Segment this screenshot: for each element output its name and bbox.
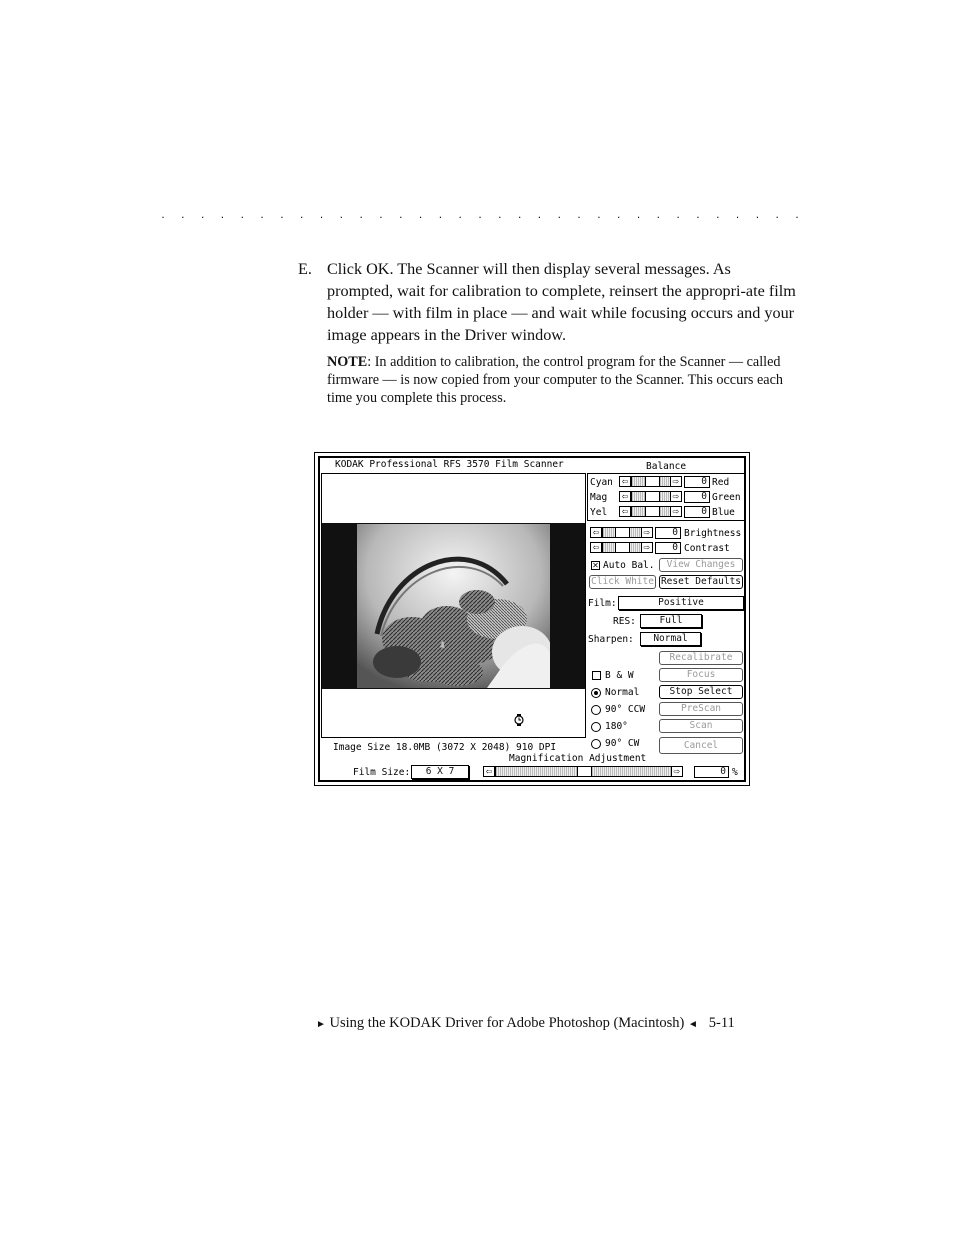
yel-left-arrow-icon[interactable]: ⇦ (619, 506, 631, 517)
contrast-slider[interactable] (602, 542, 642, 553)
prescan-button[interactable]: PreScan (659, 702, 743, 716)
yel-right-arrow-icon[interactable]: ⇨ (670, 506, 682, 517)
red-value-field[interactable]: 0 (684, 476, 710, 488)
orient-cw-label: 90° CW (605, 738, 640, 749)
cancel-button[interactable] (659, 737, 743, 754)
scanner-window-title: KODAK Professional RFS 3570 Film Scanner (335, 459, 564, 470)
stop-select-button[interactable]: Stop Select (659, 685, 743, 699)
film-size-dropdown[interactable]: 6 X 7 (411, 765, 469, 779)
reset-defaults-button[interactable]: Reset Defaults (660, 576, 742, 587)
click-white-button[interactable]: Click White (589, 575, 656, 589)
contrast-left-arrow-icon[interactable]: ⇦ (590, 542, 602, 553)
res-dropdown[interactable]: Full (640, 614, 702, 628)
cyan-slider-thumb[interactable] (645, 477, 660, 486)
page-number: 5-11 (708, 1015, 735, 1031)
brightness-slider[interactable] (602, 527, 642, 538)
film-label: Film: (588, 598, 617, 609)
brightness-slider-thumb[interactable] (615, 528, 630, 537)
step-text: Click OK. The Scanner will then display several messages. As prompted, wait for calibration to complete, reinsert the appropri-ate film holder — with film in place — and wait while focusing occurs and your image appears in the Driver window. (327, 260, 796, 344)
brightness-right-arrow-icon[interactable]: ⇨ (641, 527, 653, 538)
contrast-right-arrow-icon[interactable]: ⇨ (641, 542, 653, 553)
yel-slider-thumb[interactable] (645, 507, 660, 516)
page-footer (316, 1015, 796, 1032)
orient-180-radio[interactable] (591, 722, 601, 732)
res-label: RES: (613, 616, 636, 627)
green-label: Green (712, 492, 741, 503)
cyan-left-arrow-icon[interactable]: ⇦ (619, 476, 631, 487)
orient-180-label: 180° (605, 721, 628, 732)
mag-slider-thumb[interactable] (645, 492, 660, 501)
magnification-label: Magnification Adjustment (509, 753, 647, 764)
left-triangle-icon: ◄ (687, 1019, 698, 1030)
blue-value-field[interactable]: 0 (684, 506, 710, 518)
image-size-info: Image Size 18.0MB (3072 X 2048) 910 DPI (333, 742, 557, 753)
cyan-right-arrow-icon[interactable]: ⇨ (670, 476, 682, 487)
preview-image (357, 524, 550, 688)
yel-slider[interactable] (631, 506, 671, 517)
magnification-right-arrow-icon[interactable]: ⇨ (671, 766, 683, 777)
note-text: : In addition to calibration, the control program for the Scanner — called firmware — is now copied from your computer to the Scanner. This occurs each time you complete this process. (327, 354, 783, 406)
contrast-slider-thumb[interactable] (615, 543, 630, 552)
sharpen-label: Sharpen: (588, 634, 634, 645)
mag-left-arrow-icon[interactable]: ⇦ (619, 491, 631, 502)
contrast-value-field[interactable]: 0 (655, 542, 681, 554)
mag-right-arrow-icon[interactable]: ⇨ (670, 491, 682, 502)
brightness-left-arrow-icon[interactable]: ⇦ (590, 527, 602, 538)
brightness-value-field[interactable]: 0 (655, 527, 681, 539)
brightness-label: Brightness (684, 528, 742, 539)
blue-label: Blue (712, 507, 735, 518)
film-type-dropdown[interactable]: Positive (618, 596, 744, 610)
bw-checkbox[interactable] (592, 671, 601, 680)
mag-slider[interactable] (631, 491, 671, 502)
magnification-slider[interactable] (495, 766, 672, 777)
footer-text: Using the KODAK Driver for Adobe Photoshop (Macintosh) (329, 1015, 685, 1031)
yarn-basket-photo (357, 524, 550, 688)
red-label: Red (712, 477, 730, 488)
step-letter: E. (298, 260, 312, 278)
cyan-label: Cyan (590, 477, 613, 488)
watch-cursor-icon (514, 711, 524, 723)
right-triangle-icon: ► (316, 1019, 326, 1030)
mag-label: Mag (590, 492, 608, 503)
decorative-dot-rule: . . . . . . . . . . . . . . . . . . . . . . . . . . . . . . . . . (161, 207, 799, 221)
note-label: NOTE (327, 354, 368, 370)
orient-normal-radio[interactable] (591, 688, 601, 698)
scan-button[interactable]: Scan (659, 719, 743, 733)
note-paragraph (327, 353, 797, 407)
orient-ccw-radio[interactable] (591, 705, 601, 715)
recalibrate-button[interactable]: Recalibrate (659, 651, 743, 665)
balance-title: Balance (646, 461, 687, 472)
film-size-label: Film Size: (353, 767, 411, 778)
percent-label: % (732, 767, 738, 778)
contrast-label: Contrast (684, 543, 730, 554)
green-value-field[interactable]: 0 (684, 491, 710, 503)
magnification-left-arrow-icon[interactable]: ⇦ (483, 766, 495, 777)
focus-button[interactable]: Focus (659, 668, 743, 682)
yel-label: Yel (590, 507, 608, 518)
orient-cw-radio[interactable] (591, 739, 601, 749)
orient-normal-label: Normal (605, 687, 640, 698)
cancel-button-label: Cancel (683, 740, 719, 751)
auto-bal-label: Auto Bal. (603, 560, 655, 571)
sharpen-dropdown[interactable]: Normal (640, 632, 701, 646)
magnification-value-field[interactable]: 0 (694, 766, 729, 778)
auto-bal-checkbox[interactable]: ✕ (592, 561, 599, 570)
orient-ccw-label: 90° CCW (605, 704, 646, 715)
cyan-slider[interactable] (631, 476, 671, 487)
view-changes-button[interactable]: View Changes (659, 558, 743, 572)
magnification-slider-thumb[interactable] (577, 767, 592, 776)
bw-label: B & W (605, 670, 634, 681)
